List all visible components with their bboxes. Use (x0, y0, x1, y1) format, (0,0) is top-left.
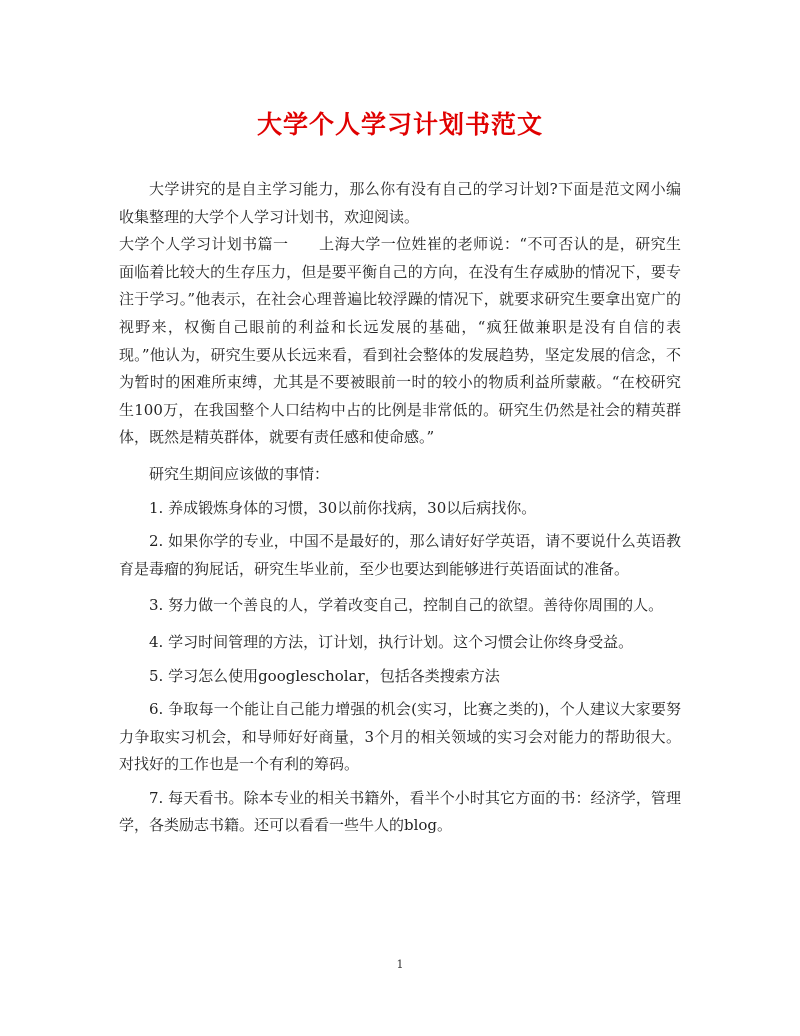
page-number: 1 (396, 958, 404, 971)
list-item: 1. 养成锻炼身体的习惯，30以前你找病，30以后病找你。 (149, 498, 537, 517)
document-title: 大学个人学习计划书范文 (256, 110, 543, 139)
document-body (119, 176, 681, 840)
list-item: 2. 如果你学的专业，中国不是最好的，那么请好好学英语，请不要说什么英语教育是毒瘤的狗屁话，研究生毕业前，至少也要达到能够进行英语面试的准备。 (119, 532, 681, 578)
list-item: 4. 学习时间管理的方法，订计划，执行计划。这个习惯会让你终身受益。 (149, 632, 634, 651)
list-item: 5. 学习怎么使用googlescholar，包括各类搜索方法 (149, 666, 500, 685)
body-paragraph: 大学个人学习计划书篇一 上海大学一位姓崔的老师说：“不可否认的是，研究生面临着比较大的生存压力，但是要平衡自己的方向，在没有生存威胁的情况下，要专注于学习。”他表示，在社会心理普遍比较浮躁的情况下，就要求研究生要拿出宽广的视野来，权衡自己眼前的利益和长远发展的基础，“疯狂做兼职是没有自信的表现。”他认为，研究生要从长远来看，看到社会整体的发展趋势，坚定发展的信念，不为暂时的困难所束缚，尤其是不要被眼前一时的较小的物质利益所蒙蔽。“在校研究生100万，在我国整个人口结构中占的比例是非常低的。研究生仍然是社会的精英群体，既然是精英群体，就要有责任感和使命感。” (119, 235, 681, 447)
list-item: 3. 努力做一个善良的人，学着改变自己，控制自己的欲望。善待你周围的人。 (149, 596, 664, 615)
list-heading: 研究生期间应该做的事情： (149, 464, 330, 483)
intro-paragraph: 大学讲究的是自主学习能力，那么你有没有自己的学习计划?下面是范文网小编收集整理的大学个人学习计划书，欢迎阅读。 (119, 180, 681, 226)
list-item: 6. 争取每一个能让自己能力增强的机会(实习，比赛之类的)，个人建议大家要努力争取实习机会，和导师好好商量，3个月的相关领域的实习会对能力的帮助很大。对找好的工作也是一个有利的筹码。 (119, 700, 681, 774)
list-item: 7. 每天看书。除本专业的相关书籍外，看半个小时其它方面的书：经济学，管理学，各类励志书籍。还可以看看一些牛人的blog。 (119, 788, 681, 835)
